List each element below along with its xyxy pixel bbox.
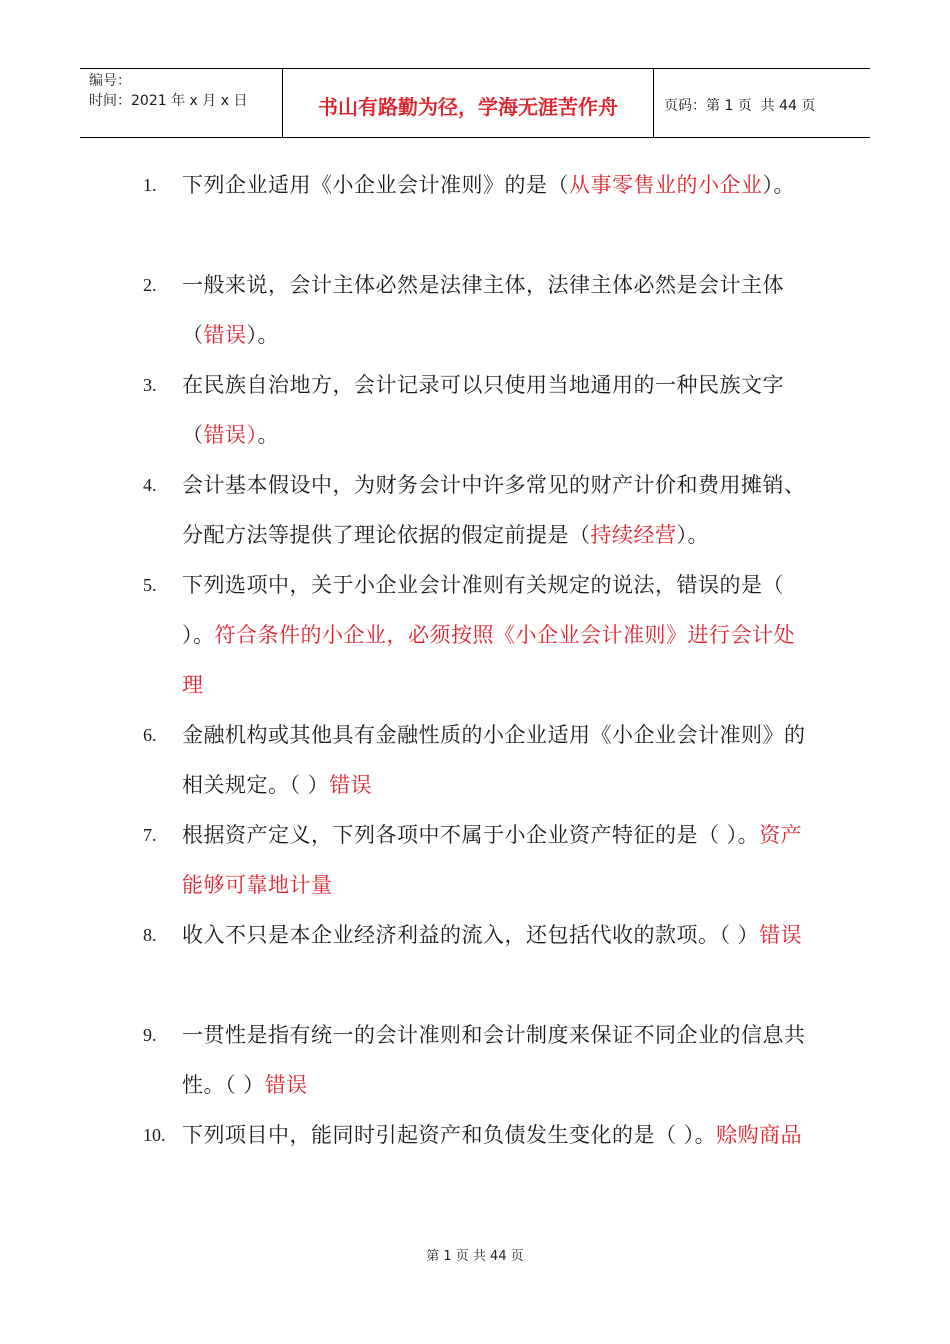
answer-text: 错误 — [264, 1073, 308, 1097]
question-text: 一贯性是指有统一的会计准则和会计制度来保证不同企业的信息共性。（ ）错误 — [182, 1023, 806, 1097]
question-text: 下列企业适用《小企业会计准则》的是（从事零售业的小企业）。 — [182, 173, 795, 197]
answer-text: 符合条件的小企业，必须按照《小企业会计准则》进行会计处理 — [182, 623, 795, 697]
question-item — [0, 260, 950, 360]
question-number: 9. — [143, 1025, 157, 1045]
question-number: 1. — [143, 175, 157, 195]
question-item — [0, 1010, 950, 1110]
answer-text: 持续经营 — [590, 523, 677, 547]
page-footer: 第 1 页 共 44 页 — [426, 1249, 524, 1264]
page-info-text: 页码：第 1 页 共 44 页 — [664, 98, 816, 114]
question-text: 收入不只是本企业经济利益的流入，还包括代收的款项。（ ）错误 — [182, 923, 803, 947]
question-text: 根据资产定义，下列各项中不属于小企业资产特征的是（ ）。资产能够可靠地计量 — [182, 823, 803, 897]
question-list — [0, 160, 950, 1210]
number-label: 编号： — [89, 73, 131, 89]
question-text: 下列项目中，能同时引起资产和负债发生变化的是（ ）。赊购商品 — [182, 1123, 803, 1147]
question-item — [0, 1110, 950, 1210]
question-item — [0, 710, 950, 810]
header-motto: 书山有路勤为径，学海无涯苦作舟 — [282, 69, 654, 137]
header-meta — [80, 69, 282, 137]
answer-text: 资产能够可靠地计量 — [182, 823, 803, 897]
question-text: 会计基本假设中，为财务会计中许多常见的财产计价和费用摊销、分配方法等提供了理论依据的假定前提是（持续经营）。 — [182, 473, 806, 547]
question-number: 10. — [143, 1125, 166, 1145]
question-item — [0, 460, 950, 560]
answer-text: 错误 — [203, 323, 247, 347]
question-number: 2. — [143, 275, 157, 295]
header-page-info — [654, 69, 870, 137]
answer-text: 错误 — [759, 923, 803, 947]
question-number: 6. — [143, 725, 157, 745]
answer-text: 错误 — [329, 773, 373, 797]
question-text: 下列选项中，关于小企业会计准则有关规定的说法，错误的是（ ）。符合条件的小企业，必须按照《小企业会计准则》进行会计处理 — [182, 573, 795, 697]
question-text: 一般来说，会计主体必然是法律主体，法律主体必然是会计主体（错误）。 — [182, 273, 784, 347]
page-header — [80, 68, 870, 138]
question-number: 4. — [143, 475, 157, 495]
question-item — [0, 560, 950, 710]
question-item — [0, 910, 950, 1010]
answer-text: 从事零售业的小企业 — [569, 173, 763, 197]
question-item — [0, 360, 950, 460]
question-text: 在民族自治地方，会计记录可以只使用当地通用的一种民族文字（错误）。 — [182, 373, 784, 447]
question-number: 5. — [143, 575, 157, 595]
question-number: 7. — [143, 825, 157, 845]
answer-text: 赊购商品 — [716, 1123, 803, 1147]
question-item — [0, 160, 950, 260]
question-text: 金融机构或其他具有金融性质的小企业适用《小企业会计准则》的相关规定。（ ）错误 — [182, 723, 806, 797]
time-label: 时间：2021 年 x 月 x 日 — [89, 93, 248, 109]
question-number: 8. — [143, 925, 157, 945]
answer-text: 错误） — [203, 423, 258, 447]
question-item — [0, 810, 950, 910]
question-number: 3. — [143, 375, 157, 395]
